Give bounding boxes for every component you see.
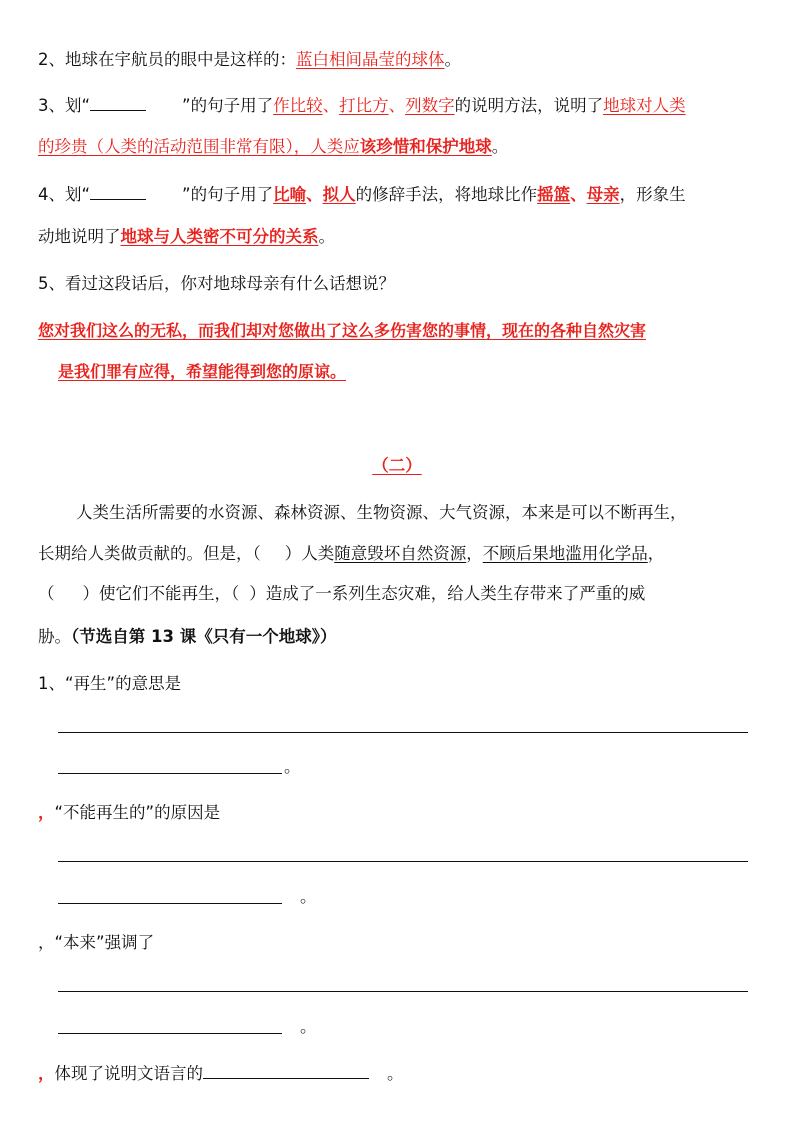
passage-underline-1: 随意毁坏自然资源	[334, 544, 467, 563]
q3-mid: ”的句子用了	[182, 96, 274, 115]
subq3-answer-line-2[interactable]	[58, 1033, 282, 1034]
q3-answer-1b: 的珍贵（人类的活动范围非常有限），人类应	[38, 137, 360, 156]
q3-method-2: 打比方	[339, 96, 389, 115]
q4-sep1: 、	[306, 185, 323, 204]
subq3-comma: ，	[38, 933, 55, 952]
passage-p2b: ）人类	[284, 544, 335, 563]
subq1-answer-line-1[interactable]	[58, 732, 748, 733]
subq1-answer-line-2[interactable]	[58, 773, 282, 774]
q4-answer: 地球与人类密不可分的关系	[120, 227, 319, 246]
section-title: （二）	[372, 456, 422, 475]
q4-device-2: 拟人	[322, 185, 356, 204]
subq3-line	[38, 932, 756, 954]
passage-line3	[38, 583, 756, 605]
q4-tail: ，形象生	[619, 185, 686, 204]
subq1-end: 。	[284, 757, 301, 776]
q4-mid2: 的修辞手法，将地球比作	[355, 185, 538, 204]
subq2-answer-line-1[interactable]	[58, 861, 748, 862]
q3-answer-2: 该珍惜和保护地球	[359, 137, 492, 156]
subq2-end: 。	[300, 887, 317, 906]
q3-blank	[90, 95, 146, 111]
q3-end: 。	[491, 137, 509, 156]
subq1-text: 1、“再生”的意思是	[38, 674, 182, 693]
passage-source: （节选自第 13 课《只有一个地球》）	[71, 627, 337, 646]
subq3-answer-line-1[interactable]	[58, 991, 748, 992]
q2-end: 。	[444, 50, 461, 69]
subq2-answer-line-2[interactable]	[58, 903, 282, 904]
subq4-comma: ，	[38, 1064, 55, 1083]
q4-object-2: 母亲	[586, 185, 620, 204]
passage-p2a: 长期给人类做贡献的。但是，（	[38, 544, 261, 563]
subq2-line	[38, 802, 756, 824]
q3-answer-1: 地球对人类	[603, 96, 686, 115]
passage-underline-2: 不顾后果地滥用化学品	[482, 544, 648, 563]
q3-mid2: 的说明方法，说明了	[454, 96, 604, 115]
q4-line2	[38, 226, 756, 248]
q4-blank	[90, 184, 146, 200]
q4-sep2: 、	[570, 185, 587, 204]
subq4-end: 。	[387, 1064, 404, 1083]
passage-line2	[38, 543, 756, 565]
passage-line1: 人类生活所需要的水资源、森林资源、生物资源、大气资源，本来是可以不断再生，	[76, 503, 687, 522]
q5-question: 5、看过这段话后，你对地球母亲有什么话想说？	[38, 274, 395, 293]
q5-answer-line1: 您对我们这么的无私，而我们却对您做出了这么多伤害您的事情，现在的各种自然灾害	[38, 321, 647, 340]
subq3-text: “本来”强调了	[54, 933, 155, 952]
q4-mid: ”的句子用了	[182, 185, 274, 204]
q4-line1	[38, 184, 756, 206]
q4-prefix: 4、划“	[38, 185, 91, 204]
q4-line2-prefix: 动地说明了	[38, 227, 121, 246]
subq4-line	[38, 1063, 756, 1085]
passage-p2d: ，	[466, 544, 483, 563]
passage-line4	[38, 626, 756, 648]
q4-end: 。	[318, 227, 335, 246]
q3-method-3: 列数字	[405, 96, 455, 115]
subq2-comma: ，	[38, 803, 55, 822]
q3-method-1: 作比较	[273, 96, 323, 115]
q5-answer-line2: 是我们罪有应得，希望能得到您的原谅。	[58, 362, 347, 381]
q4-object-1: 摇篮	[537, 185, 571, 204]
subq4-answer-blank[interactable]	[203, 1063, 369, 1079]
q4-device-1: 比喻	[273, 185, 307, 204]
q2-line	[38, 49, 756, 71]
passage-p2f: ，	[647, 544, 665, 563]
q3-prefix: 3、划“	[38, 96, 91, 115]
subq3-end: 。	[300, 1017, 317, 1036]
q2-answer: 蓝白相间晶莹的球体	[296, 50, 445, 69]
q2-prefix: 2、地球在宇航员的眼中是这样的：	[38, 50, 296, 69]
q3-sep2: 、	[388, 96, 406, 115]
q3-sep1: 、	[322, 96, 340, 115]
passage-p3a: （	[38, 584, 55, 603]
q3-line1	[38, 95, 756, 117]
q3-line2	[38, 136, 756, 158]
subq2-text: “不能再生的”的原因是	[54, 803, 221, 822]
passage-p3b: ）使它们不能再生，（	[82, 584, 240, 603]
passage-p4a: 胁。	[38, 627, 71, 646]
passage-p3c: ）造成了一系列生态灾难，给人类生存带来了严重的威	[249, 584, 646, 603]
subq4-text: 体现了说明文语言的	[54, 1064, 203, 1083]
